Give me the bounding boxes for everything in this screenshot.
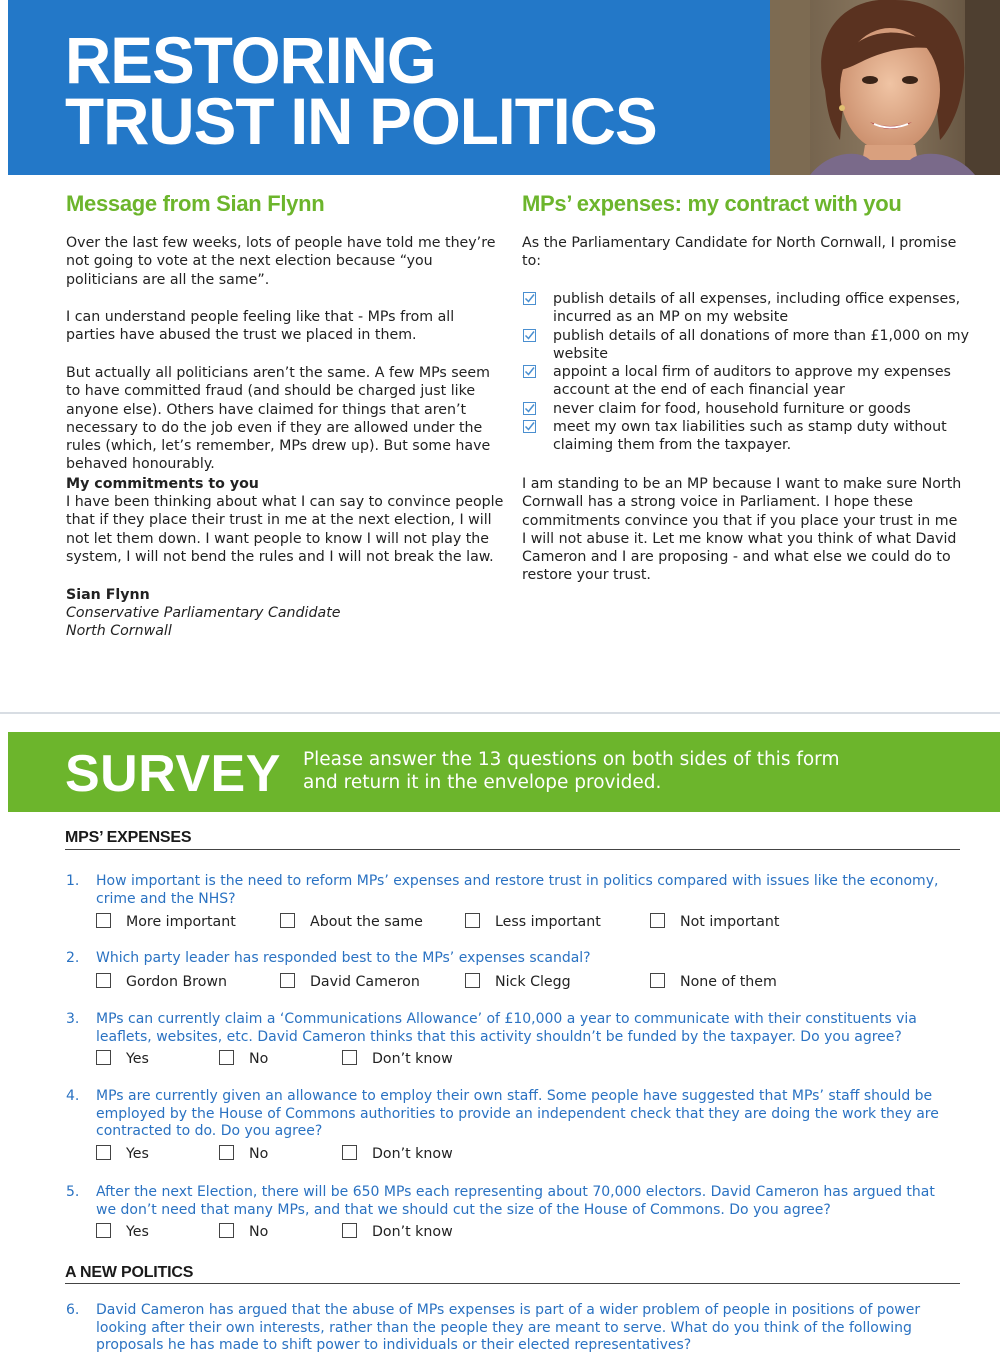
question-number: 6. — [66, 1302, 80, 1318]
checkbox[interactable] — [342, 1223, 357, 1238]
option-label: No — [249, 1224, 269, 1240]
checkbox[interactable] — [219, 1050, 234, 1065]
fold-divider — [0, 712, 1000, 714]
checkbox[interactable] — [280, 913, 295, 928]
section-heading-expenses: MPS’ EXPENSES — [65, 829, 192, 846]
option-label: Don’t know — [372, 1051, 453, 1067]
option-label: Yes — [126, 1146, 149, 1162]
checkbox[interactable] — [96, 1145, 111, 1160]
portrait-image — [770, 0, 1000, 175]
message-paragraph-3: But actually all politicians aren’t the same. A few MPs seem to have committed fraud (and should be charged just like anyone else). Others have claimed for things that aren’t necessary to do the job even if they are allowed under the rules (which, let’s remember, MPs drew up). But some have behaved honourably. — [66, 365, 491, 473]
question-text: David Cameron has argued that the abuse of MPs expenses is part of a wider problem of people in positions of power looking after their own interests, rather than the people they are meant to serve. What do you think of the following proposals he has made to shift power to individuals or their elected representatives? — [96, 1302, 921, 1353]
option-label: Don’t know — [372, 1224, 453, 1240]
checkbox[interactable] — [650, 973, 665, 988]
option-label: No — [249, 1051, 269, 1067]
checkbox[interactable] — [96, 913, 111, 928]
question-text: MPs are currently given an allowance to employ their own staff. Some people have suggested that MPs’ staff should be employed by the House of Commons authorities to provide an independent check that they are doing the work they are contracted to do. Do you agree? — [96, 1088, 939, 1139]
option-label: Yes — [126, 1051, 149, 1067]
survey-title: SURVEY — [65, 745, 281, 803]
list-item — [522, 418, 972, 455]
message-heading: Message from Sian Flynn — [66, 191, 325, 216]
checkbox[interactable] — [280, 973, 295, 988]
question-number: 5. — [66, 1184, 80, 1200]
checkbox[interactable] — [96, 1050, 111, 1065]
promise-text: publish details of all expenses, including office expenses, incurred as an MP on my website — [553, 291, 961, 326]
page-title-line-2: TRUST IN POLITICS — [65, 84, 657, 158]
message-paragraph-4: I have been thinking about what I can say to convince people that if they place their trust in me at the next election, I will not let them down. I want people to know I will not play the system, I will not bend the rules and I will not break the law. — [66, 494, 504, 565]
checkbox-tick-icon — [523, 420, 536, 433]
option-label: Yes — [126, 1224, 149, 1240]
checkbox[interactable] — [650, 913, 665, 928]
section-heading-new-politics: A NEW POLITICS — [65, 1264, 194, 1281]
question-number: 2. — [66, 950, 80, 966]
signature-role: Conservative Parliamentary Candidate — [66, 605, 341, 621]
question-number: 4. — [66, 1088, 80, 1104]
list-item — [522, 290, 972, 327]
checkbox-tick-icon — [523, 365, 536, 378]
promise-text: never claim for food, household furniture or goods — [553, 400, 911, 417]
signature-name: Sian Flynn — [66, 587, 150, 603]
question-number: 1. — [66, 873, 80, 889]
promise-list — [522, 290, 972, 455]
promise-text: meet my own tax liabilities such as stamp duty without claiming them from the taxpayer. — [553, 419, 947, 454]
option-label: None of them — [680, 974, 777, 990]
checkbox[interactable] — [219, 1145, 234, 1160]
checkbox-tick-icon — [523, 402, 536, 415]
promise-text: publish details of all donations of more than £1,000 on my website — [553, 327, 970, 362]
survey-instructions: Please answer the 13 questions on both sides of this form and return it in the envelope provided. — [303, 749, 840, 793]
option-label: More important — [126, 914, 236, 930]
checkbox[interactable] — [96, 973, 111, 988]
list-item — [522, 363, 972, 400]
list-item — [522, 400, 972, 418]
checkbox-tick-icon — [523, 329, 536, 342]
message-paragraph-1: Over the last few weeks, lots of people have told me they’re not going to vote at the next election because “you politicians are all the same”. — [66, 235, 496, 288]
checkbox[interactable] — [465, 973, 480, 988]
contract-intro: As the Parliamentary Candidate for North Cornwall, I promise to: — [522, 235, 957, 270]
option-label: Don’t know — [372, 1146, 453, 1162]
option-label: Not important — [680, 914, 780, 930]
question-text: MPs can currently claim a ‘Communications Allowance’ of £10,000 a year to communicate with their constituents via leaflets, websites, etc. David Cameron thinks that this activity shouldn’t be funded by the taxpayer. Do you agree? — [96, 1011, 917, 1045]
checkbox[interactable] — [465, 913, 480, 928]
option-label: Less important — [495, 914, 601, 930]
list-item — [522, 327, 972, 364]
contract-heading: MPs’ expenses: my contract with you — [522, 191, 902, 216]
question-text: Which party leader has responded best to the MPs’ expenses scandal? — [96, 950, 591, 966]
option-label: Gordon Brown — [126, 974, 227, 990]
contract-closing: I am standing to be an MP because I want to make sure North Cornwall has a strong voice in Parliament. I hope these commitments convince you that if you place your trust in me I will not abuse it. Let me know what you think of what David Cameron and I are proposing - and what else we could do to restore your trust. — [522, 476, 962, 584]
candidate-photo — [770, 0, 1000, 175]
question-text: After the next Election, there will be 650 MPs each representing about 70,000 electors. David Cameron has argued that we don’t need that many MPs, and that we should cut the size of the House of Commons. Do you agree? — [96, 1184, 935, 1218]
option-label: David Cameron — [310, 974, 420, 990]
option-label: Nick Clegg — [495, 974, 571, 990]
option-label: About the same — [310, 914, 423, 930]
checkbox[interactable] — [219, 1223, 234, 1238]
checkbox[interactable] — [96, 1223, 111, 1238]
question-text: How important is the need to reform MPs’ expenses and restore trust in politics compared with issues like the economy, crime and the NHS? — [96, 873, 939, 907]
option-label: No — [249, 1146, 269, 1162]
checkbox[interactable] — [342, 1145, 357, 1160]
checkbox-tick-icon — [523, 292, 536, 305]
checkbox[interactable] — [342, 1050, 357, 1065]
header-banner — [0, 0, 1000, 175]
page-title-line-1: RESTORING — [65, 23, 436, 97]
commitments-heading: My commitments to you — [66, 476, 259, 492]
section-rule — [65, 849, 960, 850]
section-rule — [65, 1283, 960, 1284]
question-number: 3. — [66, 1011, 80, 1027]
message-paragraph-2: I can understand people feeling like that - MPs from all parties have abused the trust we placed in them. — [66, 309, 455, 344]
promise-text: appoint a local firm of auditors to approve my expenses account at the end of each financial year — [553, 364, 951, 399]
signature-place: North Cornwall — [66, 623, 172, 639]
